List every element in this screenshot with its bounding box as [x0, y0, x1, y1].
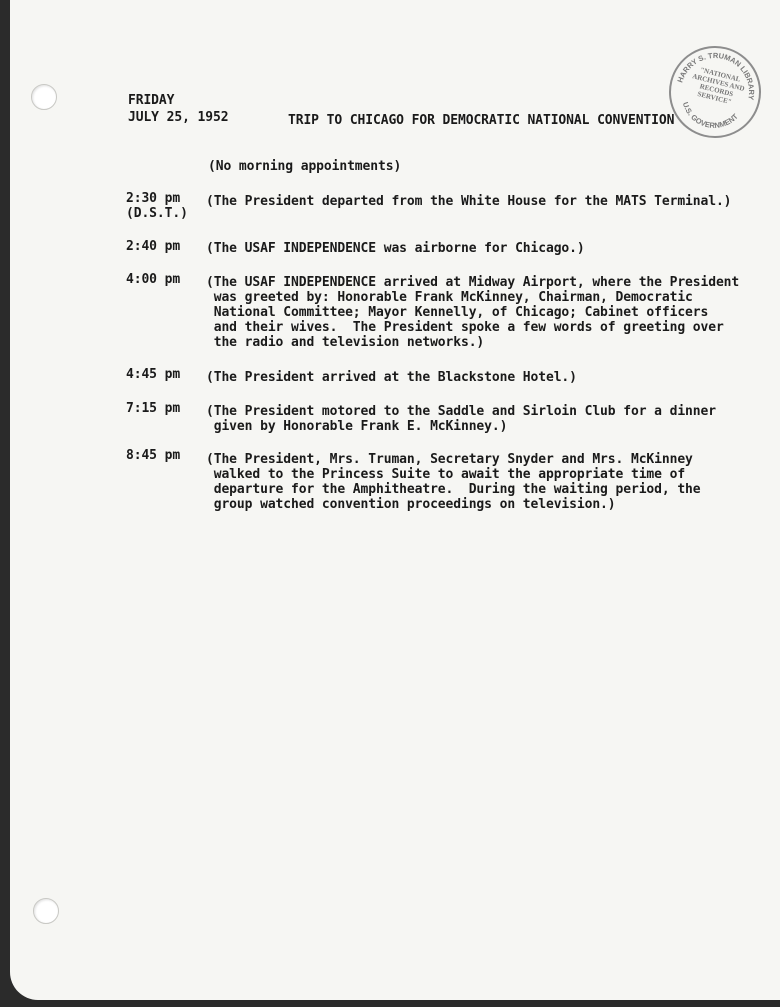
- entry-text: (The USAF INDEPENDENCE was airborne for Chicago.): [206, 241, 585, 256]
- svg-text:HARRY S. TRUMAN LIBRARY: HARRY S. TRUMAN LIBRARY: [675, 50, 757, 101]
- schedule-date: JULY 25, 1952: [128, 110, 229, 125]
- entry-time: 2:30 pm (D.S.T.): [126, 191, 188, 221]
- page-title: TRIP TO CHICAGO FOR DEMOCRATIC NATIONAL CONVENTION: [288, 113, 675, 128]
- entry-text: (The President departed from the White House for the MATS Terminal.): [206, 194, 732, 209]
- archive-stamp: [659, 36, 771, 148]
- no-morning-note: (No morning appointments): [208, 159, 402, 174]
- entry-time: 4:00 pm: [126, 272, 181, 287]
- entry-text: (The President arrived at the Blackstone Hotel.): [206, 370, 577, 385]
- entry-text: (The USAF INDEPENDENCE arrived at Midway Airport, where the President was greeted by: Honorable Frank McKinney, Chairman, Democratic National Committee; Mayor Kennelly, of Chicago; Cabinet officers and their wives. The President spoke a few words of greeting over the radio and television networks.): [206, 275, 740, 350]
- entry-time: 7:15 pm: [126, 401, 181, 416]
- entry-text: (The President, Mrs. Truman, Secretary Snyder and Mrs. McKinney walked to the Princess Suite to await the appropriate time of departure for the Amphitheatre. During the waiting period, the group watched convention proceedings on television.): [206, 452, 701, 512]
- entry-time: 2:40 pm: [126, 239, 181, 254]
- entry-time: 4:45 pm: [126, 367, 181, 382]
- document-page: [10, 0, 780, 1000]
- stamp-center-text: "NATIONAL ARCHIVES AND RECORDS SERVICE": [691, 65, 746, 107]
- entry-time: 8:45 pm: [126, 448, 181, 463]
- punch-hole-bottom: [33, 898, 59, 924]
- schedule-day: FRIDAY: [128, 93, 175, 108]
- svg-text:U.S. GOVERNMENT: U.S. GOVERNMENT: [680, 100, 740, 130]
- punch-hole-top: [31, 84, 57, 110]
- entry-text: (The President motored to the Saddle and Sirloin Club for a dinner given by Honorable Frank E. McKinney.): [206, 404, 716, 434]
